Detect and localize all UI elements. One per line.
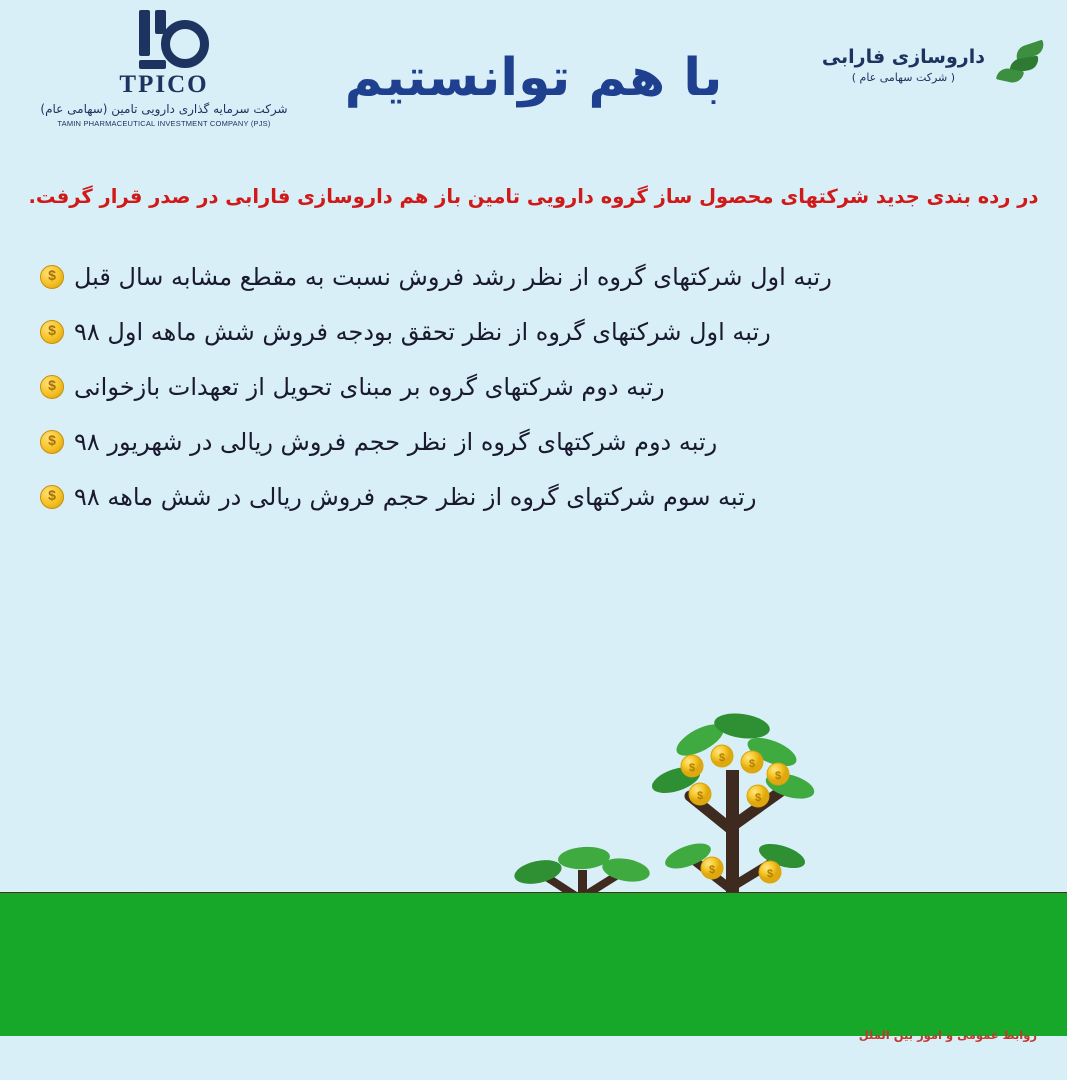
- coin-icon: $: [40, 265, 64, 289]
- svg-text:$: $: [688, 762, 696, 774]
- list-item-label: رتبه اول شرکتهای گروه از نظر تحقق بودجه فروش شش ماهه اول ۹۸: [74, 317, 771, 346]
- grass-blades: [0, 892, 1067, 962]
- svg-text:$: $: [754, 792, 762, 804]
- tpico-name: TPICO: [119, 71, 209, 98]
- footer-band: [0, 1036, 1067, 1080]
- coin-icon: $: [40, 430, 64, 454]
- svg-text:$: $: [718, 752, 726, 764]
- list-item: [40, 372, 1027, 402]
- tpico-english-line: TAMIN PHARMACEUTICAL INVESTMENT COMPANY (PJS): [57, 119, 271, 129]
- grass-layer: [0, 893, 1067, 1038]
- footer-credit: روابط عمومی و امور بین الملل: [858, 1028, 1037, 1042]
- list-item: [40, 262, 1027, 292]
- list-item: [40, 317, 1027, 347]
- coin-icon: $: [40, 320, 64, 344]
- farabi-subtitle: ( شرکت سهامی عام ): [851, 71, 956, 84]
- tpico-persian-line: شرکت سرمایه گذاری دارویی تامین (سهامی عام): [40, 102, 288, 117]
- farabi-leaf-icon: [993, 42, 1049, 88]
- illustration-money-plants: [0, 600, 1067, 1080]
- list-item-label: رتبه دوم شرکتهای گروه از نظر حجم فروش ریالی در شهریور ۹۸: [74, 427, 718, 456]
- coin-icon: $: [40, 375, 64, 399]
- svg-text:$: $: [696, 790, 704, 802]
- list-item-label: رتبه اول شرکتهای گروه از نظر رشد فروش نسبت به مقطع مشابه سال قبل: [74, 262, 832, 291]
- svg-text:$: $: [708, 864, 716, 876]
- coin-icon: $: [40, 485, 64, 509]
- list-item: [40, 427, 1027, 457]
- farabi-logo: [789, 42, 1049, 88]
- svg-text:$: $: [748, 758, 756, 770]
- list-item-label: رتبه سوم شرکتهای گروه از نظر حجم فروش ریالی در شش ماهه ۹۸: [74, 482, 757, 511]
- page-title: با هم توانستیم: [344, 48, 723, 108]
- list-item: [40, 482, 1027, 512]
- svg-text:$: $: [774, 770, 782, 782]
- poster-header: [0, 0, 1067, 160]
- headline: در رده بندی جدید شرکتهای محصول ساز گروه دارویی تامین باز هم داروسازی فارابی در صدر قرار گرفت.: [28, 185, 1039, 208]
- farabi-title: داروسازی فارابی: [821, 46, 985, 68]
- achievement-list: [40, 262, 1027, 537]
- svg-text:$: $: [766, 868, 774, 880]
- list-item-label: رتبه دوم شرکتهای گروه بر مبنای تحویل از تعهدات بازخوانی: [74, 372, 665, 401]
